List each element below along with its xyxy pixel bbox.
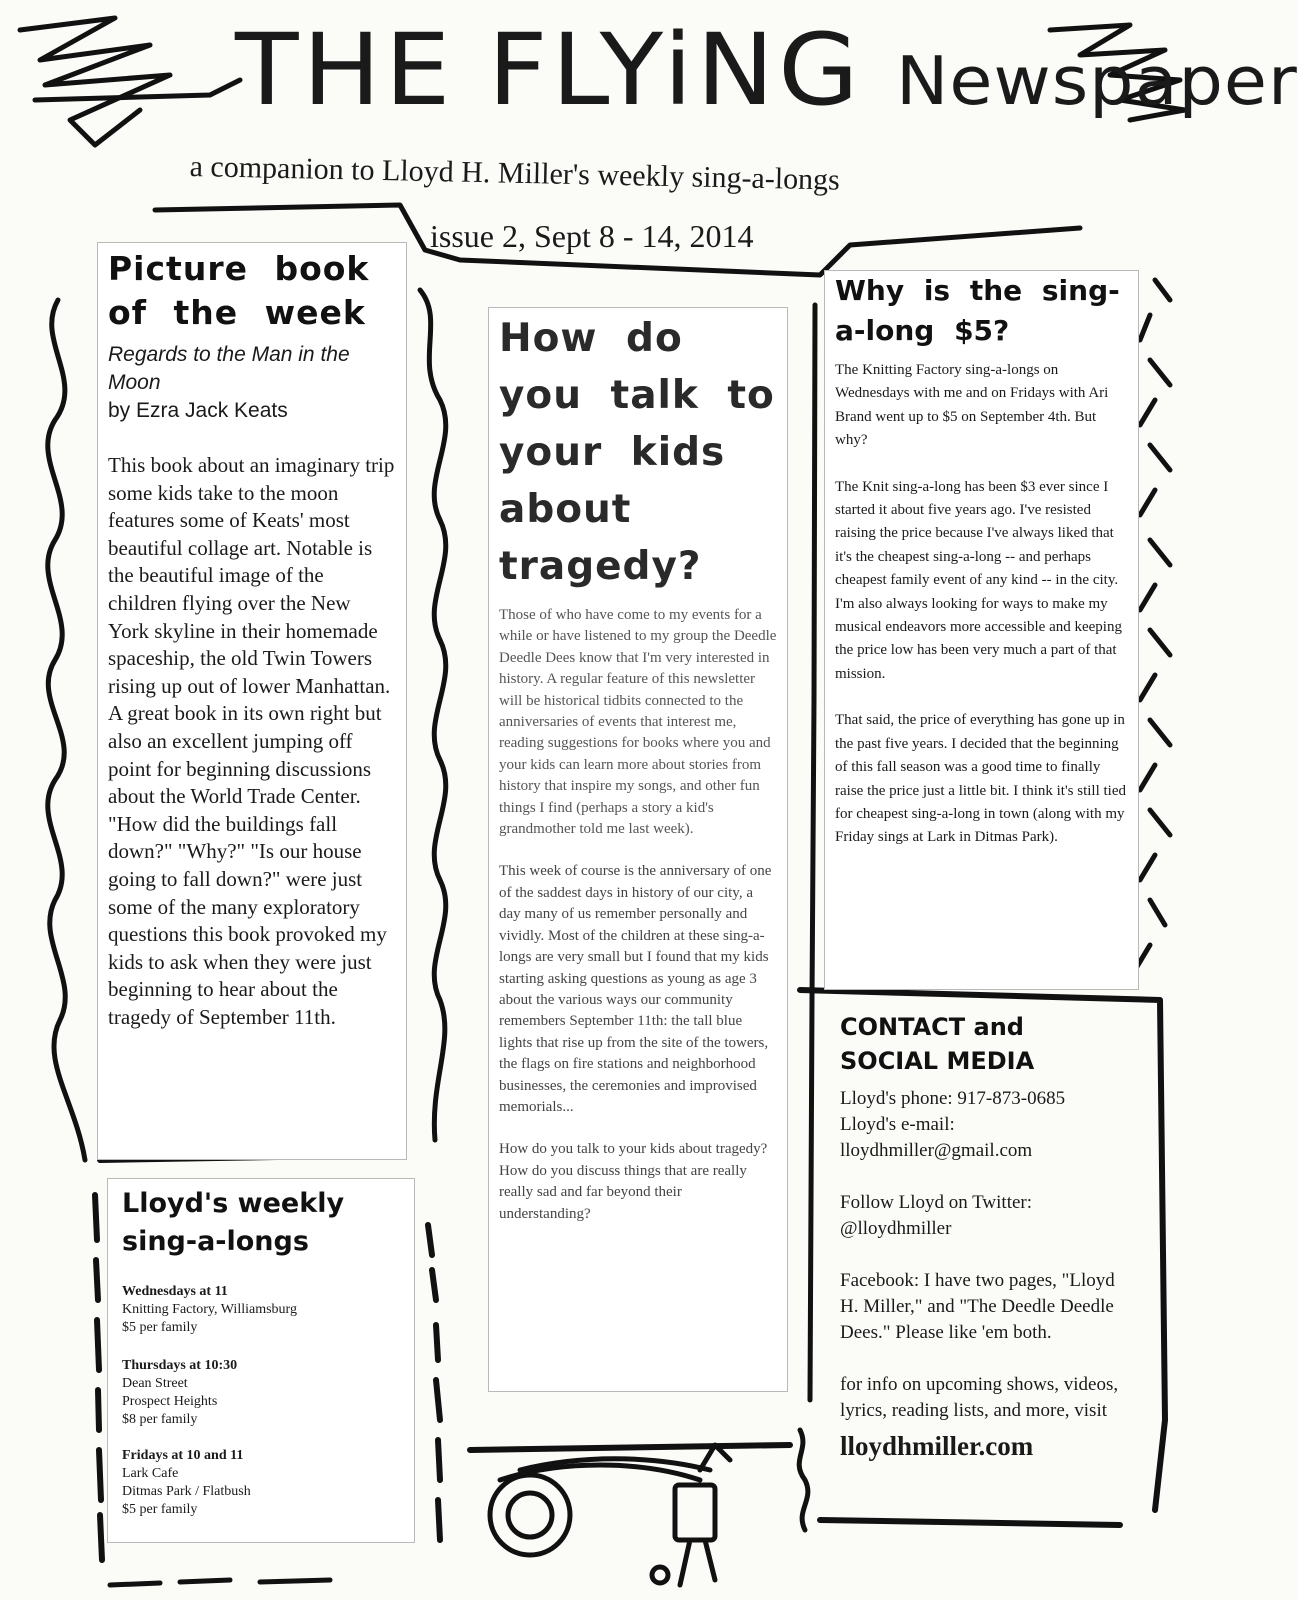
flying-newspaper-doodle-icon — [490, 1445, 730, 1585]
picture-book-body: This book about an imaginary trip some kids take to the moon features some of Keats' most beautiful collage art. Notable is the beautiful image of the children flying over the New York skyline in their homemade spaceship, the old Twin Towers rising up out of lower Manhattan. A great book in its own right but also an excellent jumping off point for beginning discussions about the World Trade Center. "How did the buildings fall down?" "Why?" "Is our house going to fall down?" were just some of the many exploratory questions this book provoked my kids to ask when they were just beginning to hear about the tragedy of September 11th. — [108, 453, 395, 1029]
session-line: Knitting Factory, Williamsburg — [122, 1302, 297, 1317]
tragedy-paragraph: Those of who have come to my events for a while or have listened to my group the Deedle Deedle Dees know that I'm very interested in history. A regular feature of this newsletter will be historical tidbits connected to the anniversaries of events that interest me, reading suggestions for books where you and your kids can learn more about stories from history that inspire my songs, and other fun things I find (perhaps a story a kid's grandmother told me last week). — [499, 607, 777, 838]
book-author: by Ezra Jack Keats — [108, 399, 288, 422]
session-line: $5 per family — [122, 1502, 198, 1517]
session-when: Thursdays at 10:30 — [122, 1358, 238, 1373]
session-when: Wednesdays at 11 — [122, 1284, 228, 1299]
session-line: $5 per family — [122, 1320, 198, 1335]
website-link[interactable]: lloydhmiller.com — [840, 1431, 1034, 1461]
session-line: Dean Street — [122, 1376, 188, 1391]
picture-book-heading: Picture book of the week — [108, 249, 370, 332]
session-line: $8 per family — [122, 1412, 198, 1427]
book-title: Regards to the Man in the Moon — [108, 343, 350, 394]
tragedy-heading: How do you talk to your kids about tragedy? — [499, 316, 775, 589]
masthead-title — [235, 4, 1298, 137]
phone-line: Lloyd's phone: 917-873-0685 — [840, 1088, 1066, 1109]
masthead-word-newspaper: Newspaper — [896, 42, 1298, 121]
tragedy-paragraph: This week of course is the anniversary of one of the saddest days in history of our city, a day many of us remember personally and vividly. Most of the children at these sing-a-longs are very small but I found that my kids starting asking questions as young as age 3 about the various ways our community remembers September 11th: the tall blue lights that rise up from the site of the towers, the flags on fire stations and neighborhood businesses, the ceremonies and improvised memorials... — [499, 863, 772, 1115]
session-when: Fridays at 10 and 11 — [122, 1448, 244, 1463]
why-five-paragraph: That said, the price of everything has gone up in the past five years. I decided that the beginning of this fall season was a good time to finally raise the price just a little bit. I think it's still tied for cheapest sing-a-long in town (along with my Friday sings at Lark in Ditmas Park). — [835, 712, 1126, 846]
issue-line: issue 2, Sept 8 - 14, 2014 — [430, 218, 754, 254]
email-link[interactable]: lloydhmiller@gmail.com — [840, 1140, 1033, 1161]
session-wednesday — [122, 1283, 400, 1337]
session-friday — [122, 1447, 400, 1519]
singalongs-heading: Lloyd's weekly sing-a-longs — [122, 1188, 345, 1257]
masthead-word-flying: FLYiNG — [487, 12, 863, 128]
singalongs-box — [107, 1178, 415, 1543]
picture-book-article — [97, 242, 407, 1160]
session-line: Ditmas Park / Flatbush — [122, 1484, 251, 1499]
tragedy-paragraph: How do you talk to your kids about tragedy? How do you discuss things that are really really sad and far beyond their understanding? — [499, 1141, 768, 1222]
contact-box — [832, 1010, 1129, 1510]
session-line: Prospect Heights — [122, 1394, 218, 1409]
session-thursday — [122, 1357, 400, 1429]
why-five-heading: Why is the sing-a-long $5? — [835, 274, 1120, 347]
why-five-paragraph: The Knit sing-a-long has been $3 ever since I started it about five years ago. I've resisted raising the price because I've always liked that it's the cheapest sing-a-long -- and perhaps cheapest family event of any kind -- in the city. I'm also always looking for ways to make my musical endeavors more accessible and keeping the price low has been very much a part of that mission. — [835, 478, 1122, 682]
masthead-word-the: THE — [235, 12, 455, 128]
info-text: for info on upcoming shows, videos, lyrics, reading lists, and more, visit — [840, 1374, 1119, 1421]
subtitle: a companion to Lloyd H. Miller's weekly sing-a-longs — [189, 150, 841, 197]
why-five-dollars-article — [824, 270, 1139, 990]
why-five-paragraph: The Knitting Factory sing-a-longs on Wednesdays with me and on Fridays with Ari Brand went up to $5 on September 4th. But why? — [835, 362, 1109, 449]
session-line: Lark Cafe — [122, 1466, 179, 1481]
twitter-handle[interactable]: @lloydhmiller — [840, 1218, 952, 1239]
tragedy-article — [488, 307, 788, 1392]
twitter-label: Follow Lloyd on Twitter: — [840, 1192, 1033, 1213]
facebook-text: Facebook: I have two pages, "Lloyd H. Miller," and "The Deedle Deedle Dees." Please like 'em both. — [840, 1270, 1115, 1343]
contact-heading: CONTACT and SOCIAL MEDIA — [840, 1013, 1035, 1075]
email-label: Lloyd's e-mail: — [840, 1114, 955, 1135]
